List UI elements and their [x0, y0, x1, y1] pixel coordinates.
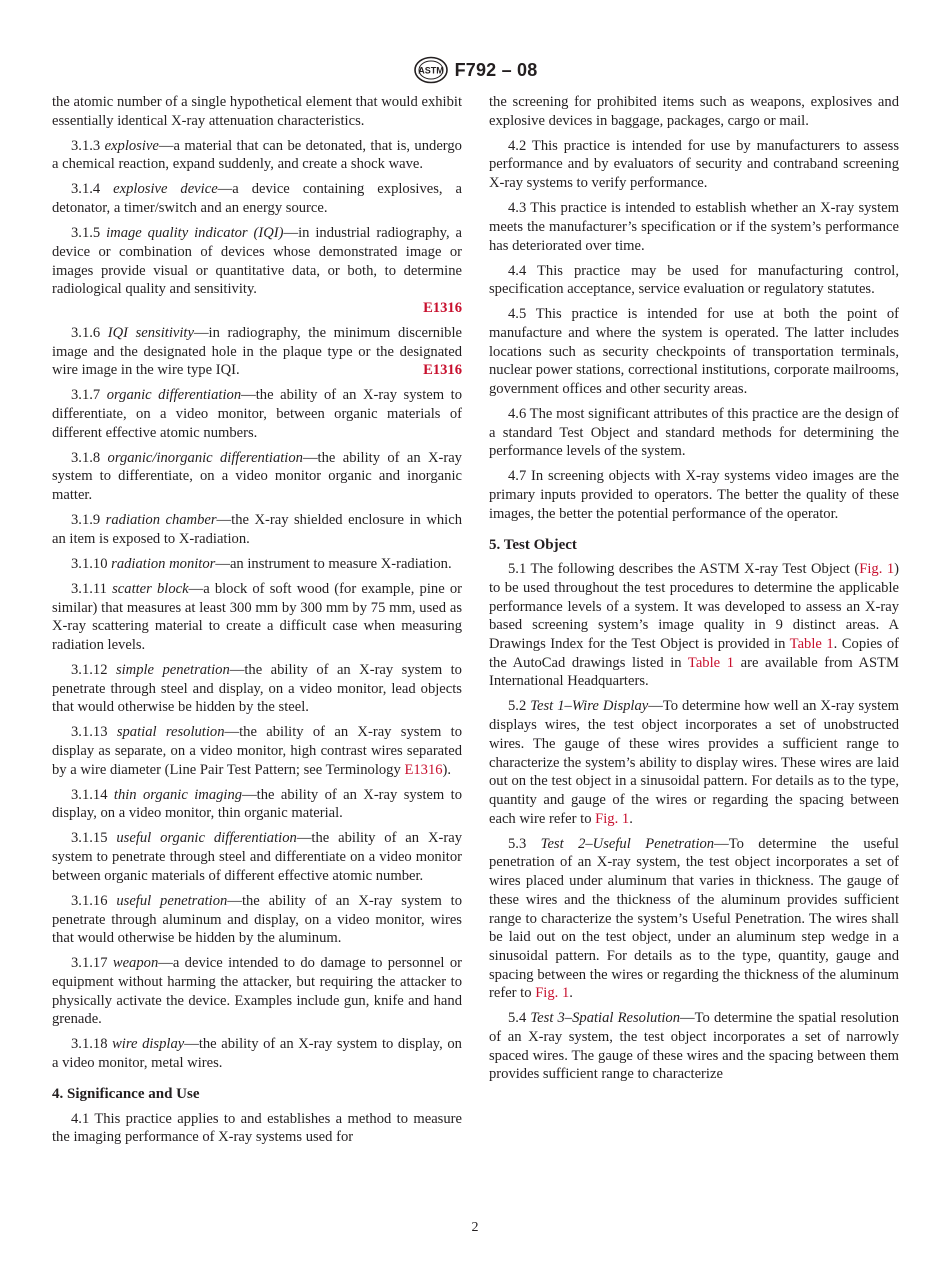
definition-3-1-11: 3.1.11 scatter block—a block of soft wood (for example, pine or similar) that measures at least 300 mm by 300 mm by 75 mm, used as X-ray scattering material to create a difficult case when measuring radiation levels. — [52, 580, 462, 653]
page-header — [0, 56, 950, 84]
document-designation: F792 – 08 — [454, 59, 538, 80]
paragraph: 4.3 This practice is intended to establish whether an X-ray system meets the manufacturer’s specification or if the system’s performance has deteriorated over time. — [489, 200, 899, 254]
reference-link[interactable]: E1316 — [423, 299, 462, 316]
table-link[interactable]: Table 1 — [789, 636, 834, 653]
definition-3-1-13: 3.1.13 spatial resolution—the ability of an X-ray system to display as separate, on a video monitor, high contrast wires separated by a wire diameter (Line Pair Test Pattern; see Terminology E1316). — [52, 724, 462, 778]
paragraph-5-2: 5.2 Test 1–Wire Display—To determine how well an X-ray system displays wires, the test object incorporates a set of unobstructed wires. The gauge of these wires provides a sufficient range to characterize the system’s ability to display wires. These wires are laid out on the test object in a sinusoidal pattern. For details as to the type, quantity and gauge of the wires or regarding the spacing between each wire refer to Fig. 1. — [489, 698, 899, 827]
definition-3-1-3: 3.1.3 explosive—a material that can be detonated, that is, undergo a chemical reaction, expand suddenly, and create a shock wave. — [52, 137, 462, 173]
paragraph-5-3: 5.3 Test 2–Useful Penetration—To determine the useful penetration of an X-ray system, the test object incorporates a set of wires placed under aluminum that varies in thickness. The gauge of these wires and the thickness of the aluminum provides sufficient range to characterize the system’s Useful Penetration. The wires shall be laid out on the test object, under an aluminum step wedge in a sinusoidal pattern. For details as to the type, quantity, gauge and spacing between the wires or regarding the thickness of the aluminum refer to Fig. 1. — [489, 835, 899, 1002]
astm-logo-icon — [413, 56, 449, 84]
table-link[interactable]: Table 1 — [687, 654, 735, 671]
definition-3-1-6: 3.1.6 IQI sensitivity—in radiography, the minimum discernible image and the designated hole in the plaque type or the designated wire image in the wire type IQI. E1316 — [52, 324, 462, 379]
paragraph-5-4: 5.4 Test 3–Spatial Resolution—To determine the spatial resolution of an X-ray system, the test object incorporates a set of narrowly spaced wires. The gauge of these wires and the spacing between them provides sufficient range to characterize — [489, 1010, 899, 1083]
figure-link[interactable]: Fig. 1 — [859, 561, 895, 578]
svg-text:ASTM: ASTM — [417, 65, 444, 76]
figure-link[interactable]: Fig. 1 — [535, 985, 570, 1002]
paragraph: the screening for prohibited items such as weapons, explosives and explosive devices in baggage, packages, cargo or mail. — [489, 94, 899, 129]
paragraph: 4.7 In screening objects with X-ray systems video images are the primary inputs provided to operators. The better the quality of these images, the better the potential performance of the operator. — [489, 468, 899, 522]
paragraph: 4.6 The most significant attributes of this practice are the design of a standard Test Object and standard methods for determining the performance levels of the system. — [489, 406, 899, 460]
reference-link[interactable]: E1316 — [404, 761, 443, 778]
definition-3-1-12: 3.1.12 simple penetration—the ability of an X-ray system to penetrate through steel and display, on a video monitor, lead objects that would otherwise be hidden by the steel. — [52, 661, 462, 716]
definition-3-1-17: 3.1.17 weapon—a device intended to do damage to personnel or equipment without harming the attacker, but requiring the attacker to physically activate the device. Examples include gun, knife and hand grenade. — [52, 955, 462, 1028]
definition-3-1-10: 3.1.10 radiation monitor—an instrument to measure X-radiation. — [71, 555, 452, 572]
paragraph: the atomic number of a single hypothetical element that would exhibit essentially identical X-ray attenuation characteristics. — [52, 94, 462, 129]
definition-3-1-15: 3.1.15 useful organic differentiation—the ability of an X-ray system to penetrate through steel and differentiate on a video monitor between organic materials of different effective atomic number. — [52, 830, 462, 884]
definition-3-1-7: 3.1.7 organic differentiation—the ability of an X-ray system to differentiate, on a video monitor, between organic materials of different effective atomic numbers. — [52, 387, 462, 441]
definition-3-1-4: 3.1.4 explosive device—a device containing explosives, a detonator, a timer/switch and an energy source. — [52, 181, 462, 217]
figure-link[interactable]: Fig. 1 — [595, 810, 630, 827]
definition-3-1-8: 3.1.8 organic/inorganic differentiation—the ability of an X-ray system to differentiate, on a video monitor organic and inorganic matter. — [52, 449, 462, 504]
left-column — [52, 93, 462, 1153]
paragraph: 4.4 This practice may be used for manufacturing control, specification acceptance, service evaluation or regulatory statutes. — [489, 262, 899, 298]
paragraph-5-1: 5.1 The following describes the ASTM X-ray Test Object (Fig. 1) to be used throughout the test procedures to determine the applicable performance levels of a system. It was developed to assess an X-ray based screening system’s image quality in 9 distinct areas. A Drawings Index for the Test Object is provided in Table 1. Copies of the AutoCad drawings listed in Table 1 are available from ASTM International Headquarters. — [489, 561, 900, 690]
definition-3-1-5: 3.1.5 image quality indicator (IQI)—in industrial radiography, a device or combination of devices whose demonstrated image or images provide visual or quantitative data, or both, to determine radiological quality and sensitivity. E1316 — [52, 225, 462, 316]
paragraph: 4.2 This practice is intended for use by manufacturers to assess performance and by evaluators of security and contraband screening X-ray systems to verify performance. — [489, 137, 899, 192]
section-heading: 5. Test Object — [489, 536, 577, 553]
right-column — [489, 93, 899, 1090]
paragraph: 4.5 This practice is intended for use at both the point of manufacture and where the system is operated. The latter includes locations such as security checkpoints of transportation terminals, nuclear power stations, correctional institutions, corporate mailrooms, government offices and other security areas. — [489, 306, 899, 398]
paragraph: 4.1 This practice applies to and establishes a method to measure the imaging performance of X-ray systems used for — [52, 1110, 462, 1146]
page-number: 2 — [471, 1220, 479, 1235]
definition-3-1-16: 3.1.16 useful penetration—the ability of an X-ray system to penetrate through aluminum and display, on a video monitor, wires that would otherwise be hidden by the aluminum. — [52, 892, 462, 947]
definition-3-1-18: 3.1.18 wire display—the ability of an X-ray system to display, on a video monitor, metal wires. — [52, 1036, 462, 1072]
reference-link[interactable]: E1316 — [423, 362, 462, 379]
section-heading: 4. Significance and Use — [52, 1085, 200, 1102]
definition-3-1-9: 3.1.9 radiation chamber—the X-ray shielded enclosure in which an item is exposed to X-radiation. — [52, 512, 462, 547]
definition-3-1-14: 3.1.14 thin organic imaging—the ability of an X-ray system to display, on a video monitor, thin organic material. — [52, 786, 462, 822]
